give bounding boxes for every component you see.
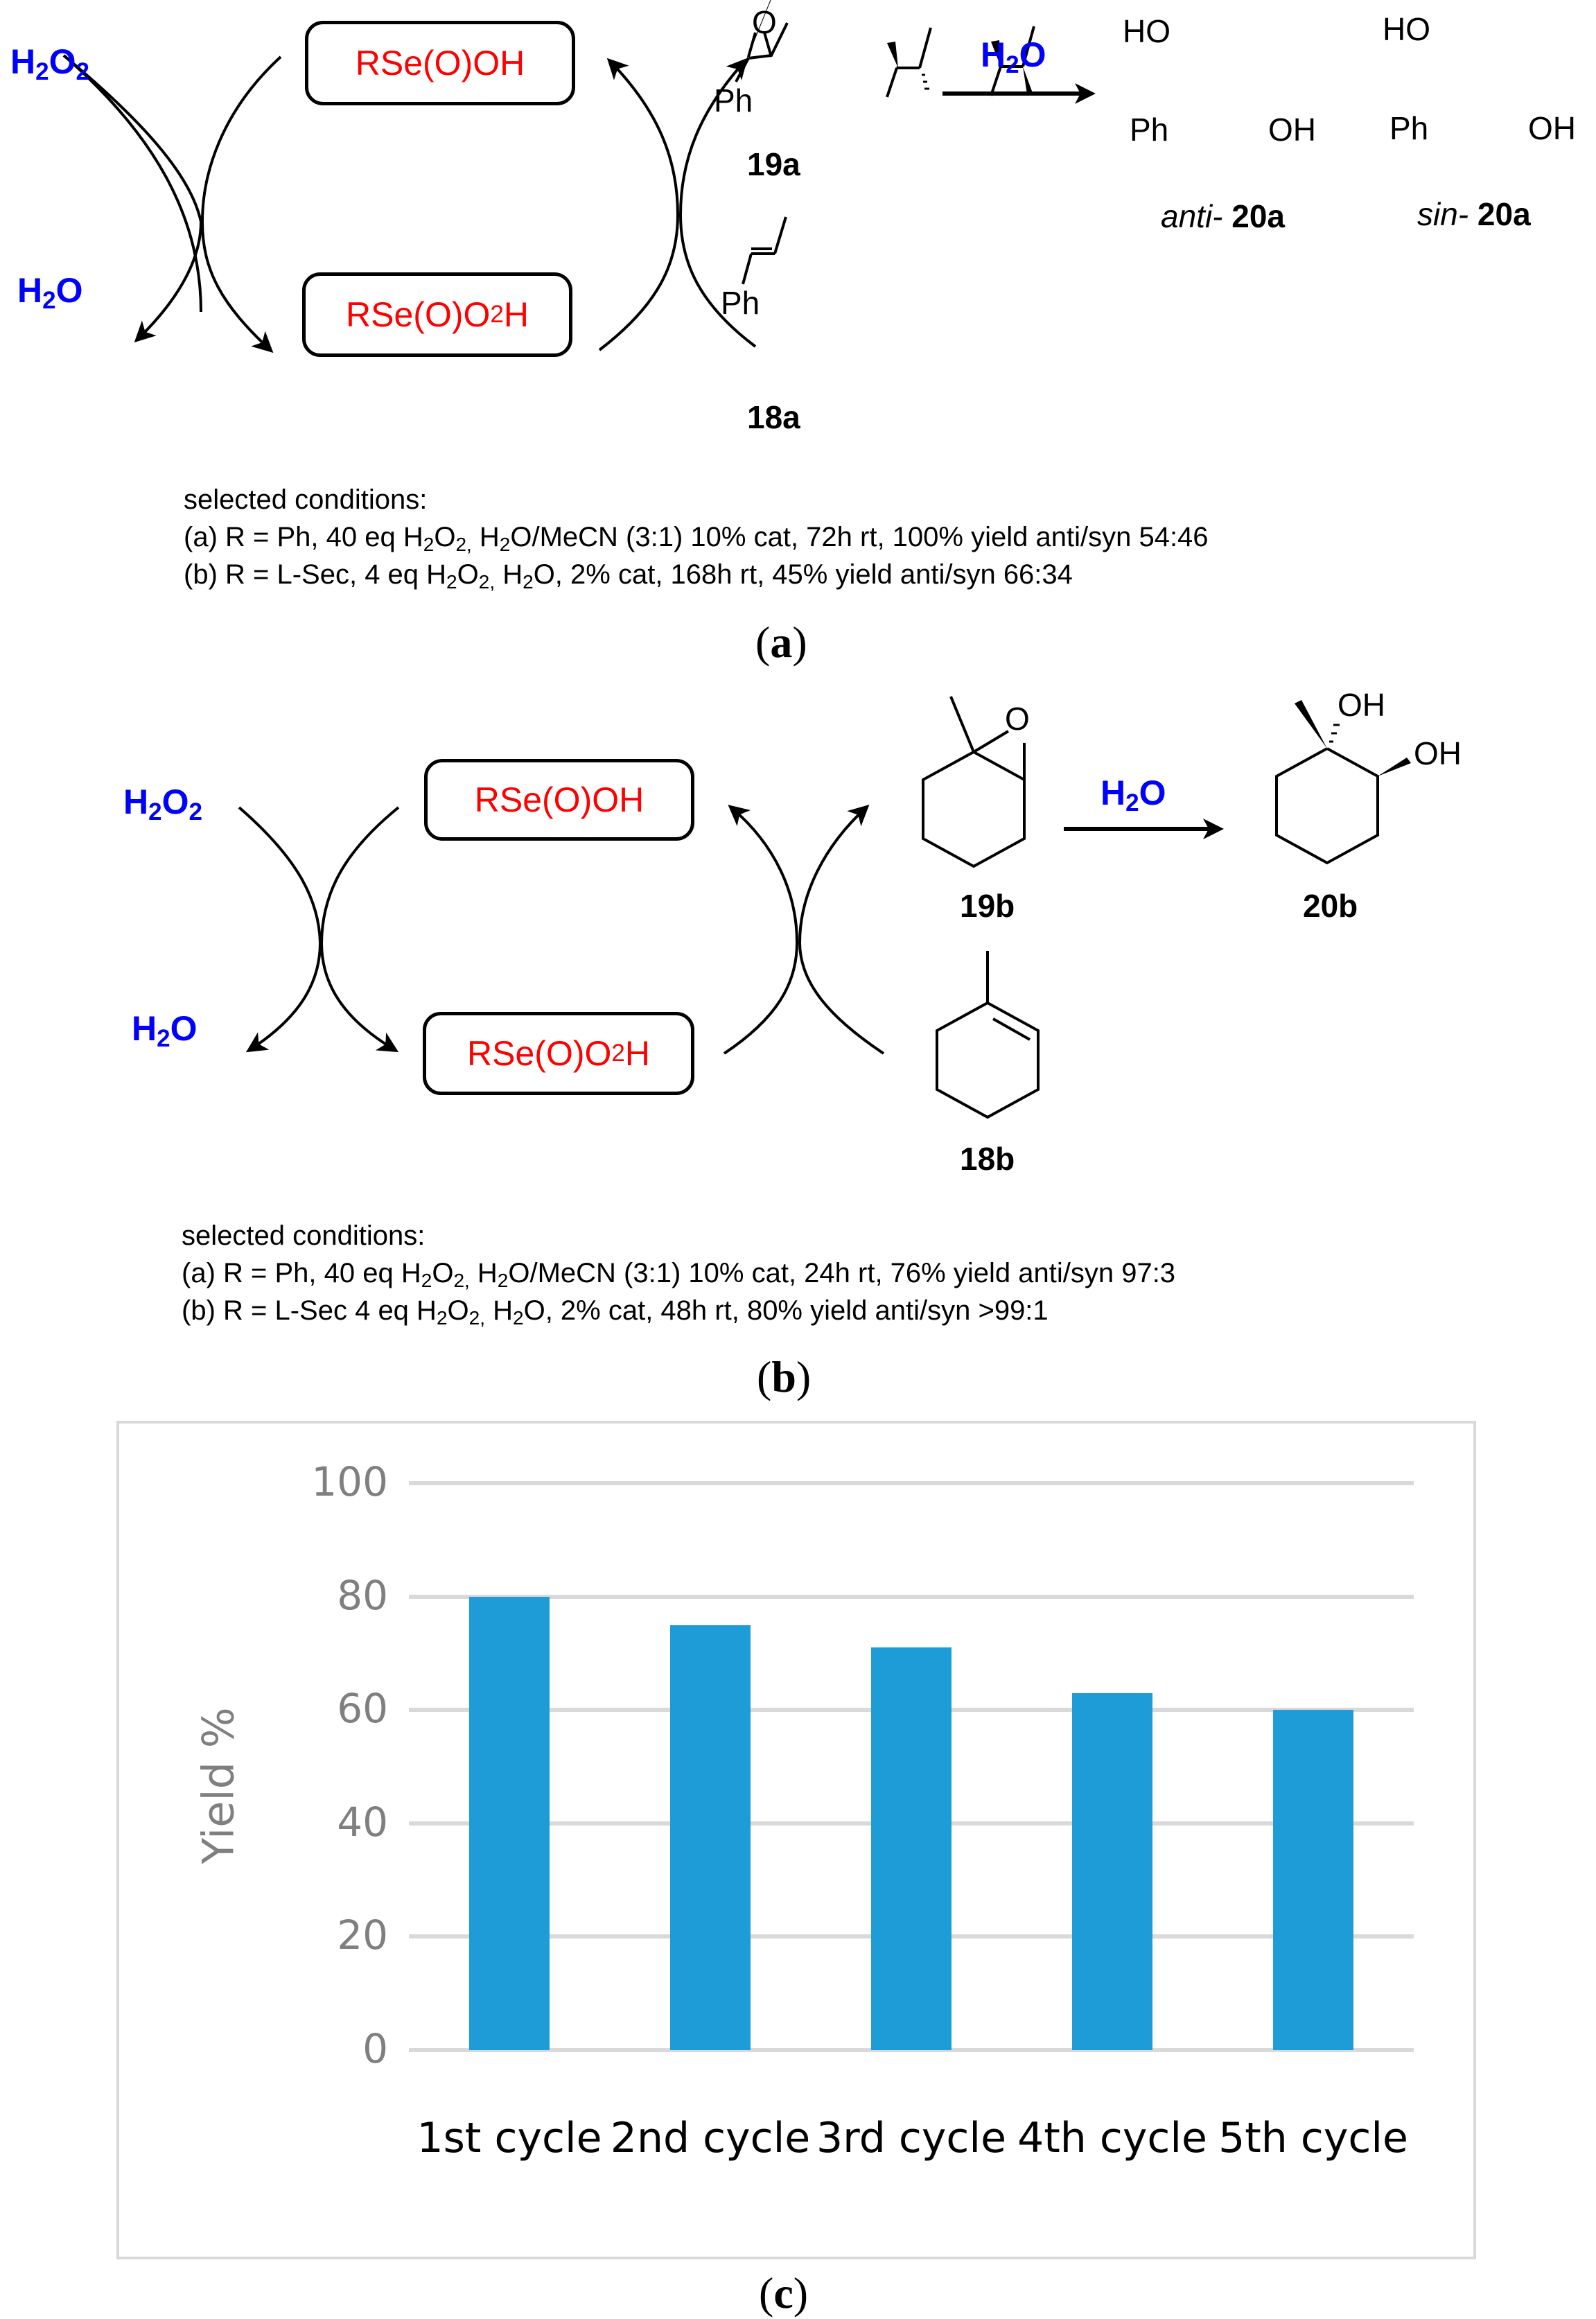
y-tick-label: 20	[337, 1911, 388, 1959]
bar	[670, 1625, 751, 2051]
compound-18b-label: 18b	[960, 1141, 1015, 1177]
seleninic-acid-box-b: RSe(O)OH	[424, 759, 694, 841]
reagent-hydrogen-peroxide-b: $H_2O_2$	[123, 782, 202, 825]
anti-20a-phenyl: Ph	[1130, 112, 1169, 148]
conditions-b	[182, 1217, 1533, 1329]
phenyl-label-19a: Ph	[714, 82, 753, 119]
epoxide-oxygen: O	[752, 4, 777, 40]
y-axis-label: Yield %	[193, 1707, 244, 1864]
reagent-water-out: $H_2O$	[17, 271, 83, 314]
gridline	[409, 1481, 1414, 1485]
bar	[469, 1597, 550, 2050]
y-tick-label: 80	[337, 1571, 388, 1619]
sin-20a-hydroxy-bottom: OH	[1528, 110, 1576, 146]
y-tick-label: 60	[337, 1685, 388, 1733]
x-tick-label: 2nd cycle	[610, 2114, 811, 2162]
x-tick-label: 3rd cycle	[816, 2114, 1006, 2162]
panel-a-label: (a)	[755, 618, 807, 667]
panel-b-label: (b)	[757, 1352, 812, 1401]
sin-20a-phenyl: Ph	[1389, 110, 1429, 146]
peroxyseleninic-acid-box-b: RSe(O)O 2 H	[423, 1012, 694, 1095]
compound-18a-label: 18a	[747, 399, 800, 435]
reagent-hydrogen-peroxide: $H_2O_2$	[10, 42, 89, 85]
conditions-title: selected conditions:	[184, 484, 428, 515]
20b-hydroxy-top: OH	[1338, 687, 1385, 723]
anti-20a-hydroxy-top: HO	[1123, 13, 1170, 49]
bar	[1273, 1710, 1353, 2050]
peroxyseleninic-acid-box: RSe(O)O 2 H	[302, 272, 572, 357]
conditions-title: selected conditions:	[182, 1220, 426, 1251]
epoxide-oxygen-b: O	[1005, 701, 1030, 737]
x-tick-label: 1st cycle	[416, 2114, 602, 2162]
gridline	[409, 1595, 1414, 1599]
20b-hydroxy-right: OH	[1414, 735, 1462, 771]
anti-20a-hydroxy-bottom: OH	[1268, 112, 1316, 148]
y-tick-label: 0	[362, 2025, 388, 2072]
condition-line: (a) R = Ph, 40 eq $H_2O_{2,}$ $H_2O$/MeCN (3:1) 10% cat, 24h rt, 76% yield anti/syn 97:3	[182, 1258, 1176, 1291]
condition-line: (a) R = Ph, 40 eq $H_2O_{2,}$ $H_2O$/MeCN (3:1) 10% cat, 72h rt, 100% yield anti/syn 54:46	[184, 522, 1209, 555]
y-tick-label: 100	[311, 1458, 388, 1505]
reagent-water-out-b: $H_2O$	[132, 1009, 198, 1052]
sin-20a-hydroxy-top: HO	[1383, 11, 1430, 47]
phenyl-label-18a: Ph	[721, 285, 760, 321]
seleninic-acid-box: RSe(O)OH	[305, 21, 575, 105]
sin-20a-label: sin- 20a	[1417, 196, 1531, 232]
condition-line: (b) R = L-Sec, 4 eq $H_2O_{2,}$ $H_2O$, 2% cat, 168h rt, 45% yield anti/syn 66:34	[184, 559, 1073, 593]
compound-20b-label: 20b	[1303, 888, 1358, 924]
compound-19b-label: 19b	[960, 888, 1015, 924]
x-tick-label: 5th cycle	[1218, 2114, 1408, 2162]
arrow-reagent-water-b: $H_2O$	[1100, 773, 1166, 816]
panel-c-label: (c)	[759, 2268, 809, 2318]
condition-line: (b) R = L-Sec 4 eq $H_2O_{2,}$ $H_2O$, 2% cat, 48h rt, 80% yield anti/syn >99:1	[182, 1295, 1049, 1329]
anti-20a-label: anti- 20a	[1161, 198, 1286, 234]
y-tick-label: 40	[337, 1798, 388, 1846]
x-tick-label: 4th cycle	[1017, 2114, 1207, 2162]
compound-19a-label: 19a	[747, 146, 800, 182]
bar	[1072, 1693, 1152, 2050]
arrow-reagent-water: $H_2O$	[981, 35, 1046, 78]
bar	[871, 1647, 952, 2050]
